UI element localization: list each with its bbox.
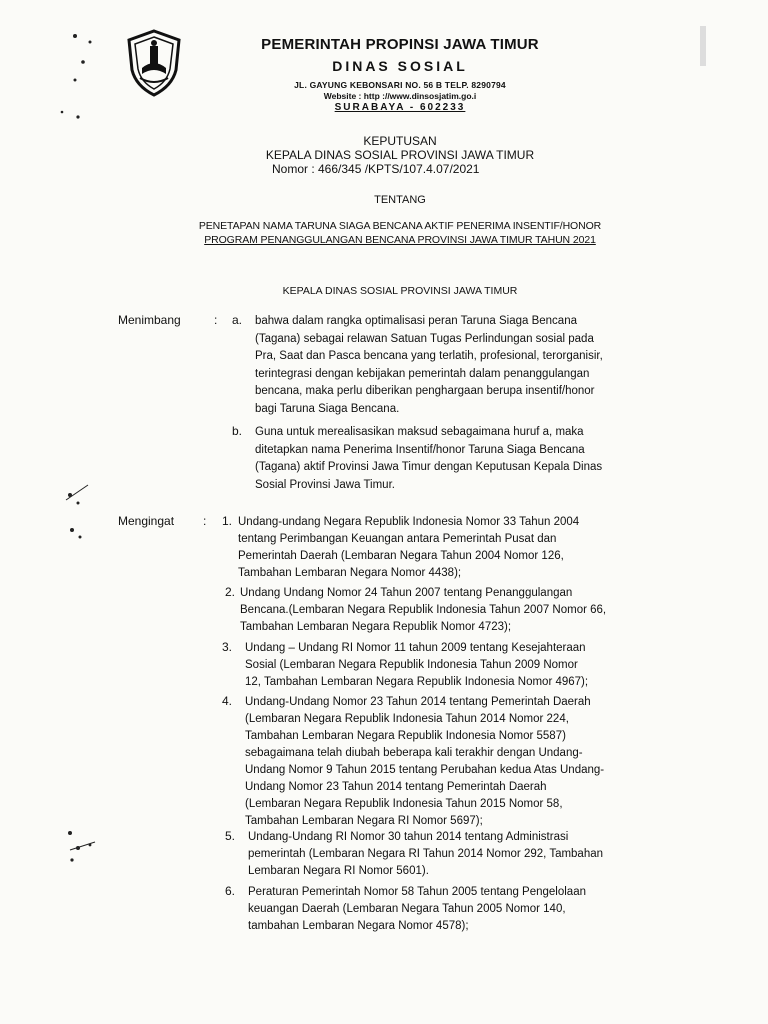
mengingat-item-2-number: 2. [225,585,236,599]
decree-number: Nomor : 466/345 /KPTS/107.4.07/2021 [272,162,480,176]
mengingat-item-1-number: 1. [222,514,233,528]
menimbang-b-marker: b. [232,424,243,438]
decree-title: KEPUTUSAN [363,134,437,148]
mengingat-item-3-number: 3. [222,640,233,654]
mengingat-item-5: Undang-Undang RI Nomor 30 tahun 2014 tentang Administrasi pemerintah (Lembaran Negara RI Tahun 2014 Nomor 292, Tambahan Lembaran Negara RI Nomor 5601). [248,831,604,877]
scan-artifact [700,26,706,66]
menimbang-a-marker: a. [232,313,243,327]
menimbang-a-text: bahwa dalam rangka optimalisasi peran Taruna Siaga Bencana (Tagana) sebagai relawan Satuan Tugas Perlindungan sosial pada Pra, Saat dan Pasca bencana yang terlatih, profesional, terorganisir, terintegrasi dengan kebijakan pemerintah dalam penanggulangan bencana, maka perlu diberikan penghargaan berupa insentif/honor bagi Taruna Siaga Bencana. [255,315,603,415]
letterhead-government: PEMERINTAH PROPINSI JAWA TIMUR [261,36,539,53]
scan-speckles [0,0,120,1024]
subject-line-2: PROGRAM PENANGGULANGAN BENCANA PROVINSI JAWA TIMUR TAHUN 2021 [204,234,596,246]
coat-of-arms-icon [124,28,184,98]
decree-issuer: KEPALA DINAS SOSIAL PROVINSI JAWA TIMUR [265,148,535,162]
letterhead-address: JL. GAYUNG KEBONSARI NO. 56 B TELP. 8290794 [294,80,506,90]
mengingat-item-5-number: 5. [225,829,236,843]
mengingat-item-4: Undang-Undang Nomor 23 Tahun 2014 tentang Pemerintah Daerah (Lembaran Negara Republik Indonesia Tahun 2014 Nomor 224, Tambahan Lembaran Negara Republik Indonesia Nomor 5587) sebagaimana telah diubah beberapa kali terakhir dengan Undang- Undang Nomor 9 Tahun 2015 tentang Perubahan kedua Atas Undang- Undang Nomor 23 Tahun 2014 tentang Pemerintah Daerah (Lembaran Negara Republik Indonesia Tahun 2015 Nomor 58, Tambahan Lembaran Negara RI Nomor 5697); [245,696,605,827]
menimbang-colon: : [214,313,218,327]
mengingat-item-6: Peraturan Pemerintah Nomor 58 Tahun 2005 tentang Pengelolaan keuangan Daerah (Lembaran Negara Tahun 2005 Nomor 140, tambahan Lembaran Negara Nomor 4578); [248,886,586,932]
mengingat-item-4-number: 4. [222,694,233,708]
letterhead-office: DINAS SOSIAL [332,58,468,74]
menimbang-label: Menimbang [118,313,181,327]
authority-heading: KEPALA DINAS SOSIAL PROVINSI JAWA TIMUR [282,285,518,297]
mengingat-item-6-number: 6. [225,884,236,898]
mengingat-label: Mengingat [118,514,175,528]
subject-line-1: PENETAPAN NAMA TARUNA SIAGA BENCANA AKTIF PENERIMA INSENTIF/HONOR [198,220,602,232]
letterhead-city: SURABAYA - 602233 [334,102,466,113]
mengingat-colon: : [203,514,207,528]
letterhead-website: Website : http ://www.dinsosjatim.go.i [323,91,477,101]
mengingat-item-2: Undang Undang Nomor 24 Tahun 2007 tentang Penanggulangan Bencana.(Lembaran Negara Republik Indonesia Tahun 2007 Nomor 66, Tambahan Lembaran Negara Republik Nomor 4723); [240,587,607,633]
mengingat-item-3: Undang – Undang RI Nomor 11 tahun 2009 tentang Kesejahteraan Sosial (Lembaran Negara Republik Indonesia Tahun 2009 Nomor 12, Tambahan Lembaran Negara Republik Indonesia Nomor 4967); [245,642,589,688]
tentang-heading: TENTANG [374,194,426,206]
mengingat-item-1: Undang-undang Negara Republik Indonesia Nomor 33 Tahun 2004 tentang Perimbangan Keuangan antara Pemerintah Pusat dan Pemerintah Daerah (Lembaran Negara Tahun 2004 Nomor 126, Tambahan Lembaran Negara Nomor 4438); [238,516,580,579]
menimbang-b-text: Guna untuk merealisasikan maksud sebagaimana huruf a, maka ditetapkan nama Penerima Insentif/honor Taruna Siaga Bencana (Tagana) aktif Provinsi Jawa Timur dengan Keputusan Kepala Dinas Sosial Provinsi Jawa Timur. [255,426,603,491]
